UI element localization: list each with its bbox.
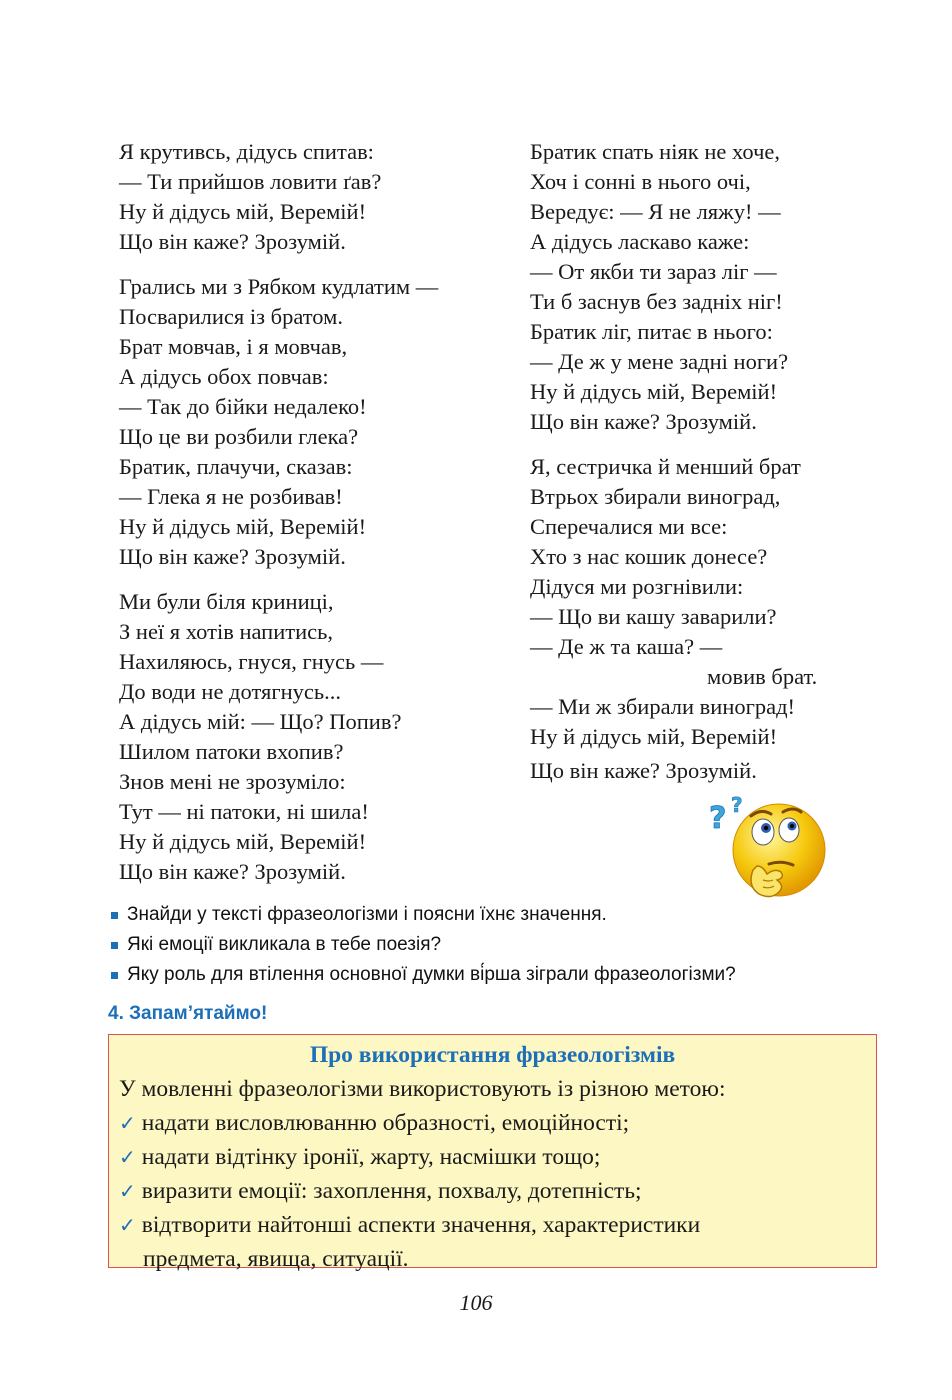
poem-line: Посварилися із братом. <box>119 304 343 329</box>
rule-item <box>119 1140 876 1174</box>
poem-line: Що це ви розбили глека? <box>119 424 359 449</box>
poem-line: Я, сестричка й менший брат <box>530 454 801 479</box>
poem-line: Ну й дідусь мій, Веремій! <box>530 379 778 404</box>
task-text: Знайди у тексті фразеологізми і поясни їхнє значення. <box>127 904 607 925</box>
poem-line: А дідусь обох повчав: <box>119 364 329 389</box>
poem-line: Що він каже? Зрозумій. <box>119 544 346 569</box>
rule-item-text: надати висловлюванню образності, емоційності; <box>141 1110 630 1136</box>
poem-line: Втрьох збирали виноград, <box>530 484 781 509</box>
poem-stanza <box>530 452 870 786</box>
rule-item-continuation: предмета, явища, ситуації. <box>143 1246 409 1272</box>
poem-line: Хто з нас кошик донесе? <box>530 544 768 569</box>
task-text: Які емоції викликала в тебе поезія? <box>127 934 442 955</box>
section-heading: 4. Запам’ятаймо! <box>108 1003 268 1024</box>
poem-line: — Ти прийшов ловити ґав? <box>119 169 382 194</box>
poem-line: Братик ліг, питає в нього: <box>530 319 773 344</box>
poem-line: Я крутивсь, дідусь спитав: <box>119 139 374 164</box>
square-bullet-icon <box>111 972 118 979</box>
poem-line: Що він каже? Зрозумій. <box>119 229 346 254</box>
poem-stanza <box>119 137 519 257</box>
thinking-emoji-icon <box>707 794 832 906</box>
poem-line: До води не дотягнусь... <box>119 679 341 704</box>
poem-line: Грались ми з Рябком кудлатим — <box>119 274 439 299</box>
poem-stanza <box>530 137 870 437</box>
poem-line: Хоч і сонні в нього очі, <box>530 169 751 194</box>
svg-text:?: ? <box>709 801 727 836</box>
checkmark-icon: ✓ <box>119 1145 136 1169</box>
poem-stanza <box>119 587 519 887</box>
square-bullet-icon <box>111 942 118 949</box>
poem-line: Що він каже? Зрозумій. <box>530 758 757 783</box>
page-number: 106 <box>459 1290 493 1315</box>
poem-line: Братик, плачучи, сказав: <box>119 454 353 479</box>
poem-line: Ми були біля криниці, <box>119 589 334 614</box>
square-bullet-icon <box>111 912 118 919</box>
poem-line: Що він каже? Зрозумій. <box>530 409 757 434</box>
poem-line: Нахиляюсь, гнуся, гнусь — <box>119 649 384 674</box>
poem-line: Дідуся ми розгнівили: <box>530 574 744 599</box>
rule-item <box>119 1174 876 1208</box>
poem-line: А дідусь мій: — Що? Попив? <box>119 709 402 734</box>
rule-item-text: надати відтінку іронії, жарту, насмішки тощо; <box>141 1144 601 1170</box>
poem-line: — Ми ж збирали виноград! <box>530 694 796 719</box>
poem-line: — Глека я не розбивав! <box>119 484 343 509</box>
rule-box-intro: У мовленні фразеологізми використовують із різною метою: <box>119 1076 726 1102</box>
poem-line: — От якби ти зараз ліг — <box>530 259 777 284</box>
svg-text:?: ? <box>731 794 743 817</box>
poem-line: Шилом патоки вхопив? <box>119 739 344 764</box>
poem-line: — Де ж у мене задні ноги? <box>530 349 789 374</box>
poem-line: Ти б заснув без задніх ніг! <box>530 289 783 314</box>
poem-line: Ну й дідусь мій, Веремій! <box>119 514 367 539</box>
poem-line: Знов мені не зрозуміло: <box>119 769 346 794</box>
task-list <box>108 900 908 990</box>
poem-line: — Так до бійки недалеко! <box>119 394 367 419</box>
rule-item-text: відтворити найтонші аспекти значення, характеристики <box>141 1212 701 1238</box>
checkmark-icon: ✓ <box>119 1213 136 1237</box>
task-item <box>108 960 908 990</box>
rule-item <box>119 1106 876 1140</box>
poem-line: Брат мовчав, і я мовчав, <box>119 334 348 359</box>
poem-right-column <box>530 137 870 801</box>
rule-box <box>108 1034 877 1272</box>
poem-line: — Де ж та каша? — <box>530 634 723 659</box>
poem-line: Тут — ні патоки, ні шила! <box>119 799 369 824</box>
checkmark-icon: ✓ <box>119 1179 136 1203</box>
checkmark-icon: ✓ <box>119 1111 136 1135</box>
poem-line: Сперечалися ми все: <box>530 514 728 539</box>
task-item <box>108 900 908 930</box>
poem-line: А дідусь ласкаво каже: <box>530 229 750 254</box>
rule-item-text: виразити емоції: захоплення, похвалу, дотепність; <box>141 1178 642 1204</box>
poem-line: Що він каже? Зрозумій. <box>119 859 346 884</box>
rule-box-title: Про використання фразеологізмів <box>309 1042 676 1068</box>
poem-line: мовив брат. <box>707 664 818 689</box>
poem-left-column <box>119 137 519 902</box>
poem-line: Ну й дідусь мій, Веремій! <box>119 829 367 854</box>
poem-line: Ну й дідусь мій, Веремій! <box>119 199 367 224</box>
poem-line: З неї я хотів напитись, <box>119 619 334 644</box>
rule-item <box>119 1208 876 1242</box>
poem-line: Ну й дідусь мій, Веремій! <box>530 724 778 749</box>
poem-stanza <box>119 272 519 572</box>
poem-line: — Що ви кашу заварили? <box>530 604 777 629</box>
poem-line: Вередує: — Я не ляжу! — <box>530 199 781 224</box>
task-item <box>108 930 908 960</box>
poem-line: Братик спать ніяк не хоче, <box>530 139 780 164</box>
task-text: Яку роль для втілення основної думки ві́рша зіграли фразеологізми? <box>127 964 736 985</box>
